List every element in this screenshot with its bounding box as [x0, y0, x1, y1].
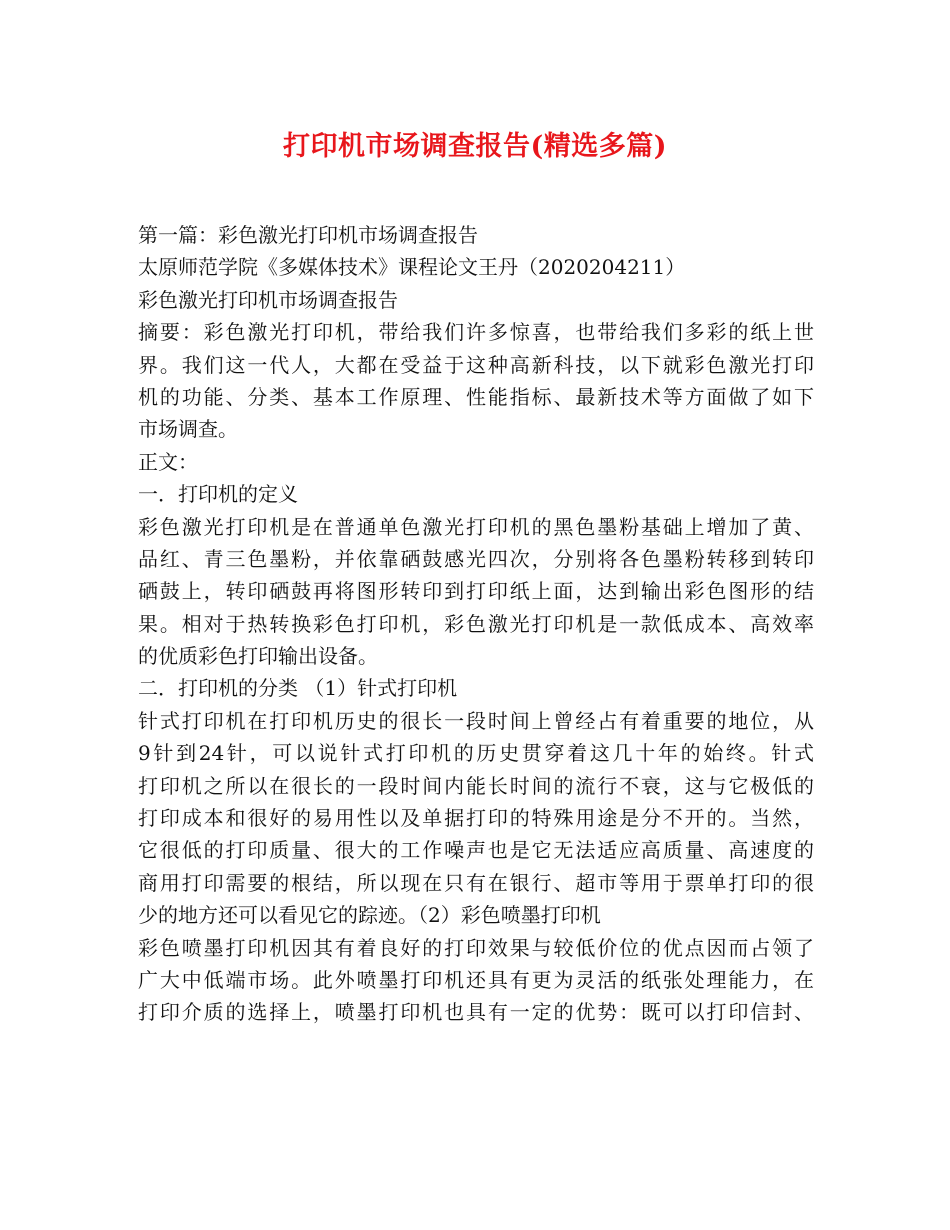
text-line: 少的地方还可以看见它的踪迹。（2）彩色喷墨打印机	[138, 903, 601, 928]
text-line: 摘要：彩色激光打印机，带给我们许多惊喜，也带给我们多彩的纸上世	[138, 320, 814, 345]
text-line: 正文：	[138, 449, 198, 474]
text-line: 打印介质的选择上，喷墨打印机也具有一定的优势：既可以打印信封、	[138, 1000, 814, 1025]
text-line: 二．打印机的分类 （1）针式打印机	[138, 676, 458, 701]
text-line: 广大中低端市场。此外喷墨打印机还具有更为灵活的纸张处理能力，在	[138, 967, 814, 992]
text-line: 界。我们这一代人，大都在受益于这种高新科技，以下就彩色激光打印	[138, 352, 814, 377]
text-line: 品红、青三色墨粉，并依靠硒鼓感光四次，分别将各色墨粉转移到转印	[138, 546, 814, 571]
text-line: 9针到24针，可以说针式打印机的历史贯穿着这几十年的始终。针式	[138, 741, 814, 766]
document-title: 打印机市场调查报告(精选多篇)	[282, 131, 668, 162]
text-line: 打印成本和很好的易用性以及单据打印的特殊用途是分不开的。当然，	[138, 806, 814, 831]
text-line: 打印机之所以在很长的一段时间内能长时间的流行不衰，这与它极低的	[138, 773, 814, 798]
text-line: 机的功能、分类、基本工作原理、性能指标、最新技术等方面做了如下	[138, 384, 814, 409]
document-body	[138, 219, 814, 1029]
text-line: 市场调查。	[138, 417, 238, 442]
text-line: 针式打印机在打印机历史的很长一段时间上曾经占有着重要的地位，从	[138, 708, 814, 733]
text-line: 彩色激光打印机市场调查报告	[138, 287, 398, 312]
text-line: 硒鼓上，转印硒鼓再将图形转印到打印纸上面，达到输出彩色图形的结	[138, 579, 814, 604]
text-line: 彩色喷墨打印机因其有着良好的打印效果与较低价位的优点因而占领了	[138, 935, 814, 960]
text-line: 太原师范学院《多媒体技术》课程论文王丹（2020204211）	[138, 255, 686, 280]
text-line: 果。相对于热转换彩色打印机，彩色激光打印机是一款低成本、高效率	[138, 611, 814, 636]
text-line: 商用打印需要的根结，所以现在只有在银行、超市等用于票单打印的很	[138, 870, 814, 895]
text-line: 的优质彩色打印输出设备。	[138, 644, 378, 669]
text-line: 一．打印机的定义	[138, 482, 298, 507]
text-line: 第一篇：彩色激光打印机市场调查报告	[138, 223, 478, 247]
text-line: 彩色激光打印机是在普通单色激光打印机的黑色墨粉基础上增加了黄、	[138, 514, 814, 539]
text-line: 它很低的打印质量、很大的工作噪声也是它无法适应高质量、高速度的	[138, 838, 814, 863]
